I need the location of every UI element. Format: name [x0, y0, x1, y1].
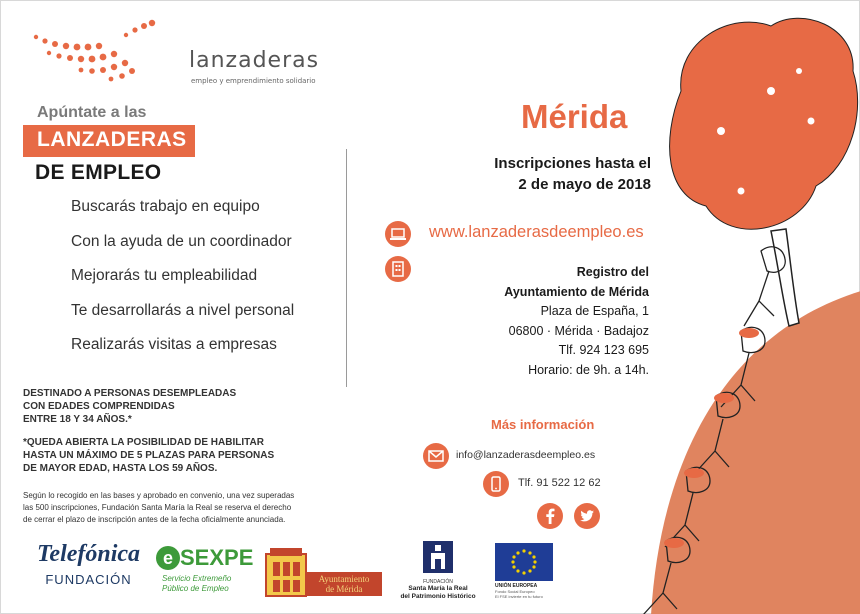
registration-deadline: [441, 153, 651, 195]
address-line: 06800 · Mérida · Badajoz: [508, 323, 649, 338]
age-exception-note: [23, 436, 274, 475]
address-line: Ayuntamiento de Mérida: [504, 284, 649, 299]
list-item: Mejorarás tu empleabilidad: [71, 267, 258, 284]
fundacion-name-line: Santa María la Real: [408, 585, 468, 592]
note-line: DESTINADO A PERSONAS DESEMPLEADAS: [23, 388, 237, 399]
sexpe-subtitle-line: Público de Empleo: [162, 584, 229, 593]
address-line: Horario: de 9h. a 14h.: [528, 362, 649, 377]
note-line: DE MAYOR EDAD, HASTA LOS 59 AÑOS.: [23, 463, 218, 474]
facebook-icon[interactable]: [537, 503, 563, 529]
telefonica-wordmark: Telefónica: [36, 541, 141, 567]
sexpe-subtitle: [162, 574, 231, 594]
fundacion-santa-maria-logo: [397, 541, 479, 603]
legal-note: [23, 490, 294, 526]
ue-subtitle-line: El FSE invierte en tu futuro: [495, 594, 543, 599]
eu-flag-icon: [495, 543, 553, 581]
website-link[interactable]: www.lanzaderasdeempleo.es: [429, 223, 644, 241]
lanzaderas-logo: [31, 19, 320, 89]
note-line: *QUEDA ABIERTA LA POSIBILIDAD DE HABILITAR: [23, 437, 264, 448]
building-icon: [385, 256, 411, 282]
monument-icon: [423, 541, 453, 573]
address-line: Registro del: [576, 265, 649, 279]
fundacion-name-line: del Patrimonio Histórico: [400, 593, 476, 600]
telefonica-fundacion: FUNDACIÓN: [45, 572, 132, 587]
note-line: CON EDADES COMPRENDIDAS: [23, 401, 175, 412]
column-divider: [346, 149, 347, 387]
mobile-phone-icon: [483, 471, 509, 497]
list-item: Con la ayuda de un coordinador: [71, 232, 292, 250]
telefonica-logo: [31, 541, 146, 601]
ayuntamiento-label-line: Ayuntamiento: [318, 574, 370, 584]
envelope-icon: [423, 443, 449, 469]
sexpe-name: SEXPE: [180, 545, 254, 570]
phone-number: Tlf. 91 522 12 62: [518, 477, 601, 489]
intro-heading: Apúntate a las: [37, 104, 147, 121]
sexpe-subtitle-line: Servicio Extremeño: [162, 574, 232, 583]
more-info-heading: Más información: [491, 417, 595, 432]
ayuntamiento-logo: [264, 546, 382, 598]
registry-address: [441, 263, 649, 380]
list-item: Te desarrollarás a nivel personal: [71, 301, 295, 319]
address-line: Plaza de España, 1: [540, 304, 649, 318]
deadline-line: Inscripciones hasta el: [494, 155, 651, 172]
list-item: Realizarás visitas a empresas: [71, 336, 277, 353]
ayuntamiento-label: [306, 572, 382, 596]
sexpe-mark: e: [156, 546, 180, 570]
ayuntamiento-label-line: de Mérida: [325, 584, 363, 594]
tree-hill-illustration: [621, 1, 860, 614]
union-europea-logo: [495, 543, 557, 603]
ue-subtitle-line: Fondo Social Europeo: [495, 589, 535, 594]
title-subtitle: DE EMPLEO: [35, 161, 162, 184]
ue-name: UNIÓN EUROPEA: [495, 583, 538, 589]
deadline-line: 2 de mayo de 2018: [518, 176, 651, 193]
note-line: de cerrar el plazo de inscripción antes de la fecha oficialmente anunciada.: [23, 515, 286, 524]
target-audience-note: [23, 387, 236, 426]
note-line: HASTA UN MÁXIMO DE 5 PLAZAS PARA PERSONAS: [23, 450, 275, 461]
logo-tagline: empleo y emprendimiento solidario: [191, 77, 316, 85]
note-line: las 500 inscripciones, Fundación Santa María la Real se reserva el derecho: [23, 503, 292, 512]
logo-name: lanzaderas: [189, 48, 320, 73]
city-title: Mérida: [521, 98, 628, 135]
list-item: Buscarás trabajo en equipo: [71, 198, 260, 215]
coat-of-arms-icon: [264, 546, 308, 598]
fundacion-label: FUNDACIÓN: [423, 579, 453, 585]
sexpe-logo: [156, 546, 256, 601]
logo-dots-graphic: [31, 19, 156, 89]
address-line: Tlf. 924 123 695: [558, 343, 649, 357]
note-line: Según lo recogido en las bases y aprobado en convenio, una vez superadas: [23, 491, 295, 500]
benefits-list: [71, 198, 294, 371]
note-line: ENTRE 18 Y 34 AÑOS.*: [23, 414, 132, 425]
laptop-icon: [385, 221, 411, 247]
title-banner: LANZADERAS: [23, 125, 195, 157]
twitter-icon[interactable]: [574, 503, 600, 529]
email-link[interactable]: info@lanzaderasdeempleo.es: [456, 449, 596, 461]
